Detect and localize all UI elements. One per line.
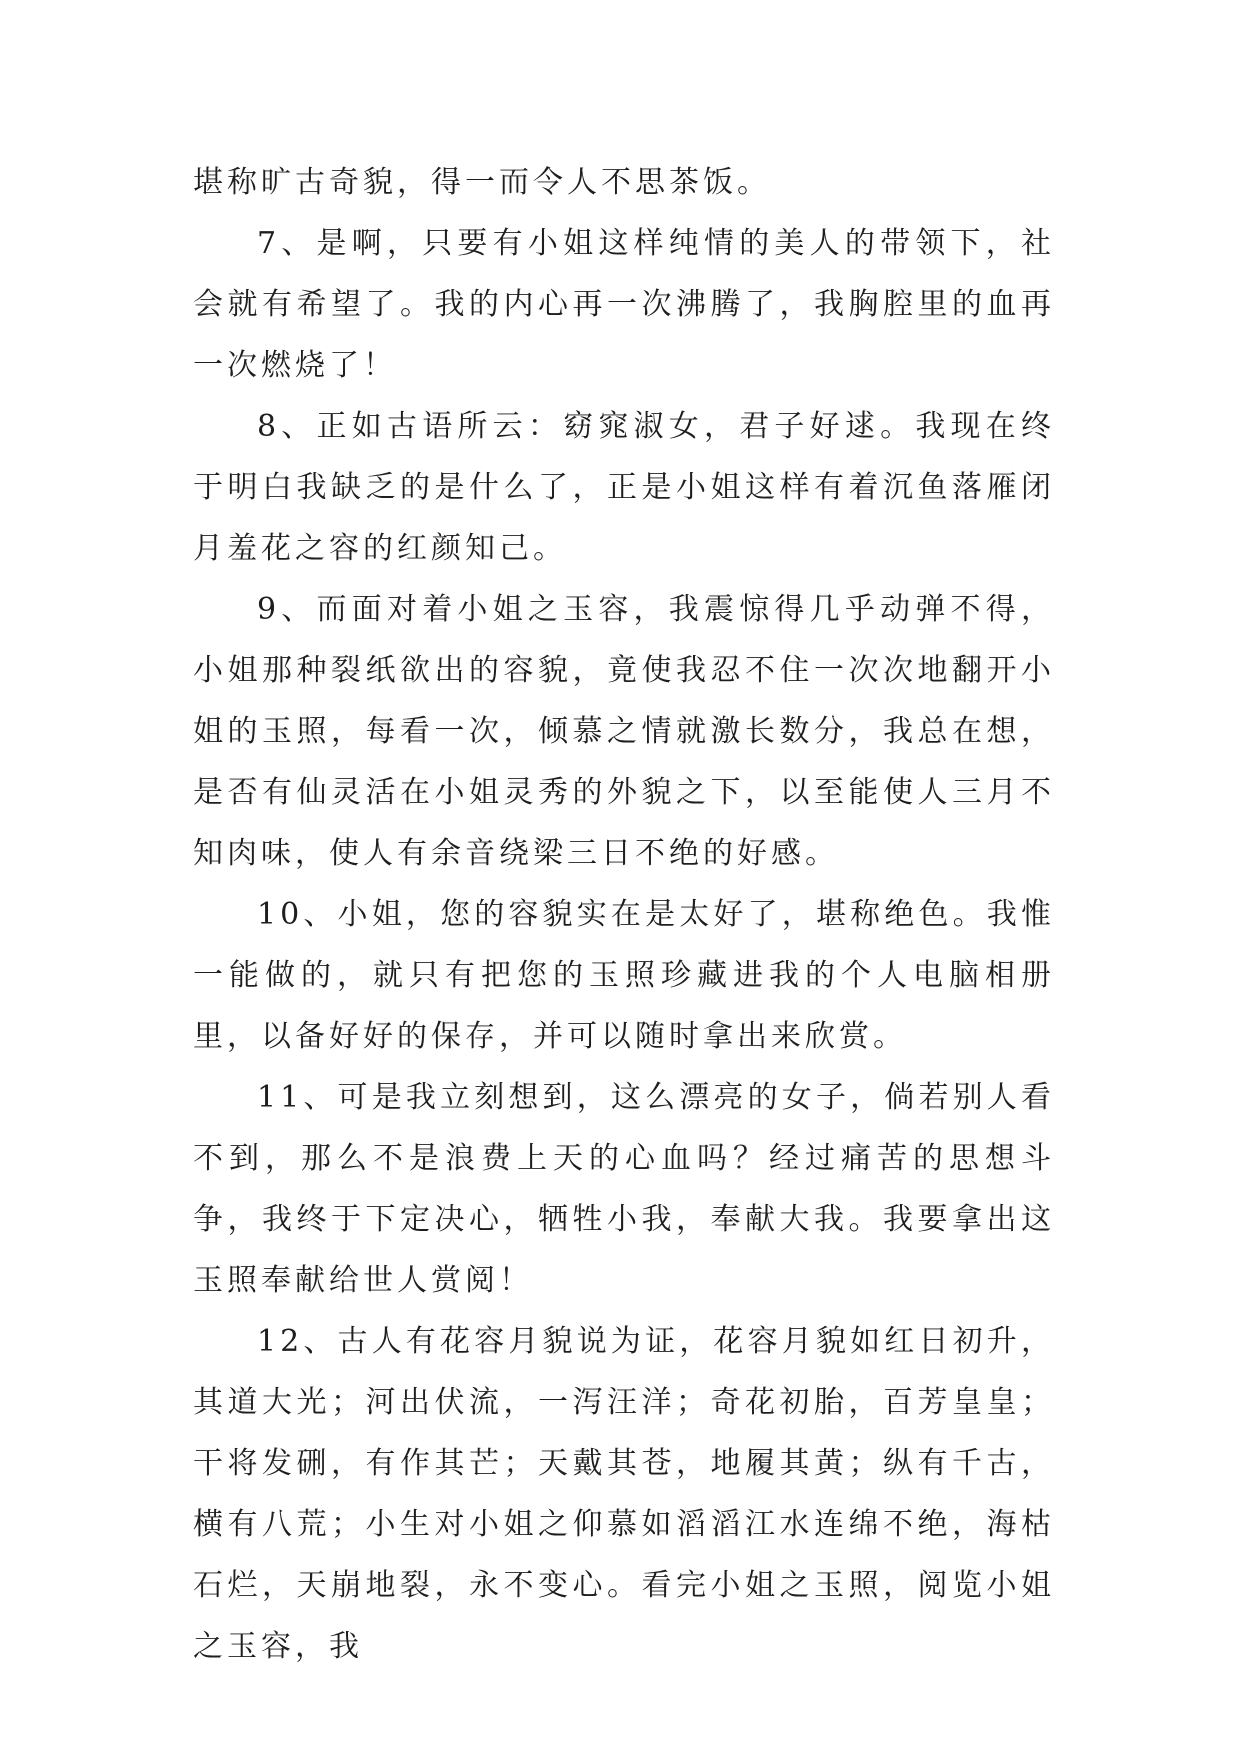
paragraph-12: 12、古人有花容月貌说为证，花容月貌如红日初升，其道大光；河出伏流，一泻汪洋；奇花初胎，百芳皇皇；干将发硎，有作其芒；天戴其苍，地履其黄；纵有千古，横有八荒；小生对小姐之仰慕如滔滔江水连绵不绝，海枯石烂，天崩地裂，永不变心。看完小姐之玉照，阅览小姐之玉容，我 bbox=[193, 1324, 1055, 1664]
paragraph-8: 8、正如古语所云：窈窕淑女，君子好逑。我现在终于明白我缺乏的是什么了，正是小姐这样有着沉鱼落雁闭月羞花之容的红颜知己。 bbox=[193, 409, 1055, 566]
paragraph-9: 9、而面对着小姐之玉容，我震惊得几乎动弹不得，小姐那种裂纸欲出的容貌，竟使我忍不住一次次地翻开小姐的玉照，每看一次，倾慕之情就激长数分，我总在想，是否有仙灵活在小姐灵秀的外貌之下，以至能使人三月不知肉味，使人有余音绕梁三日不绝的好感。 bbox=[193, 592, 1055, 871]
paragraph-11: 11、可是我立刻想到，这么漂亮的女子，倘若别人看不到，那么不是浪费上天的心血吗？经过痛苦的思想斗争，我终于下定决心，牺牲小我，奉献大我。我要拿出这玉照奉献给世人赏阅！ bbox=[193, 1080, 1055, 1298]
paragraph-7: 7、是啊，只要有小姐这样纯情的美人的带领下，社会就有希望了。我的内心再一次沸腾了，我胸腔里的血再一次燃烧了！ bbox=[193, 226, 1055, 383]
paragraph-continuation: 堪称旷古奇貌，得一而令人不思茶饭。 bbox=[193, 165, 771, 200]
document-page bbox=[193, 152, 1055, 1677]
paragraph-10: 10、小姐，您的容貌实在是太好了，堪称绝色。我惟一能做的，就只有把您的玉照珍藏进我的个人电脑相册里，以备好好的保存，并可以随时拿出来欣赏。 bbox=[193, 897, 1055, 1054]
